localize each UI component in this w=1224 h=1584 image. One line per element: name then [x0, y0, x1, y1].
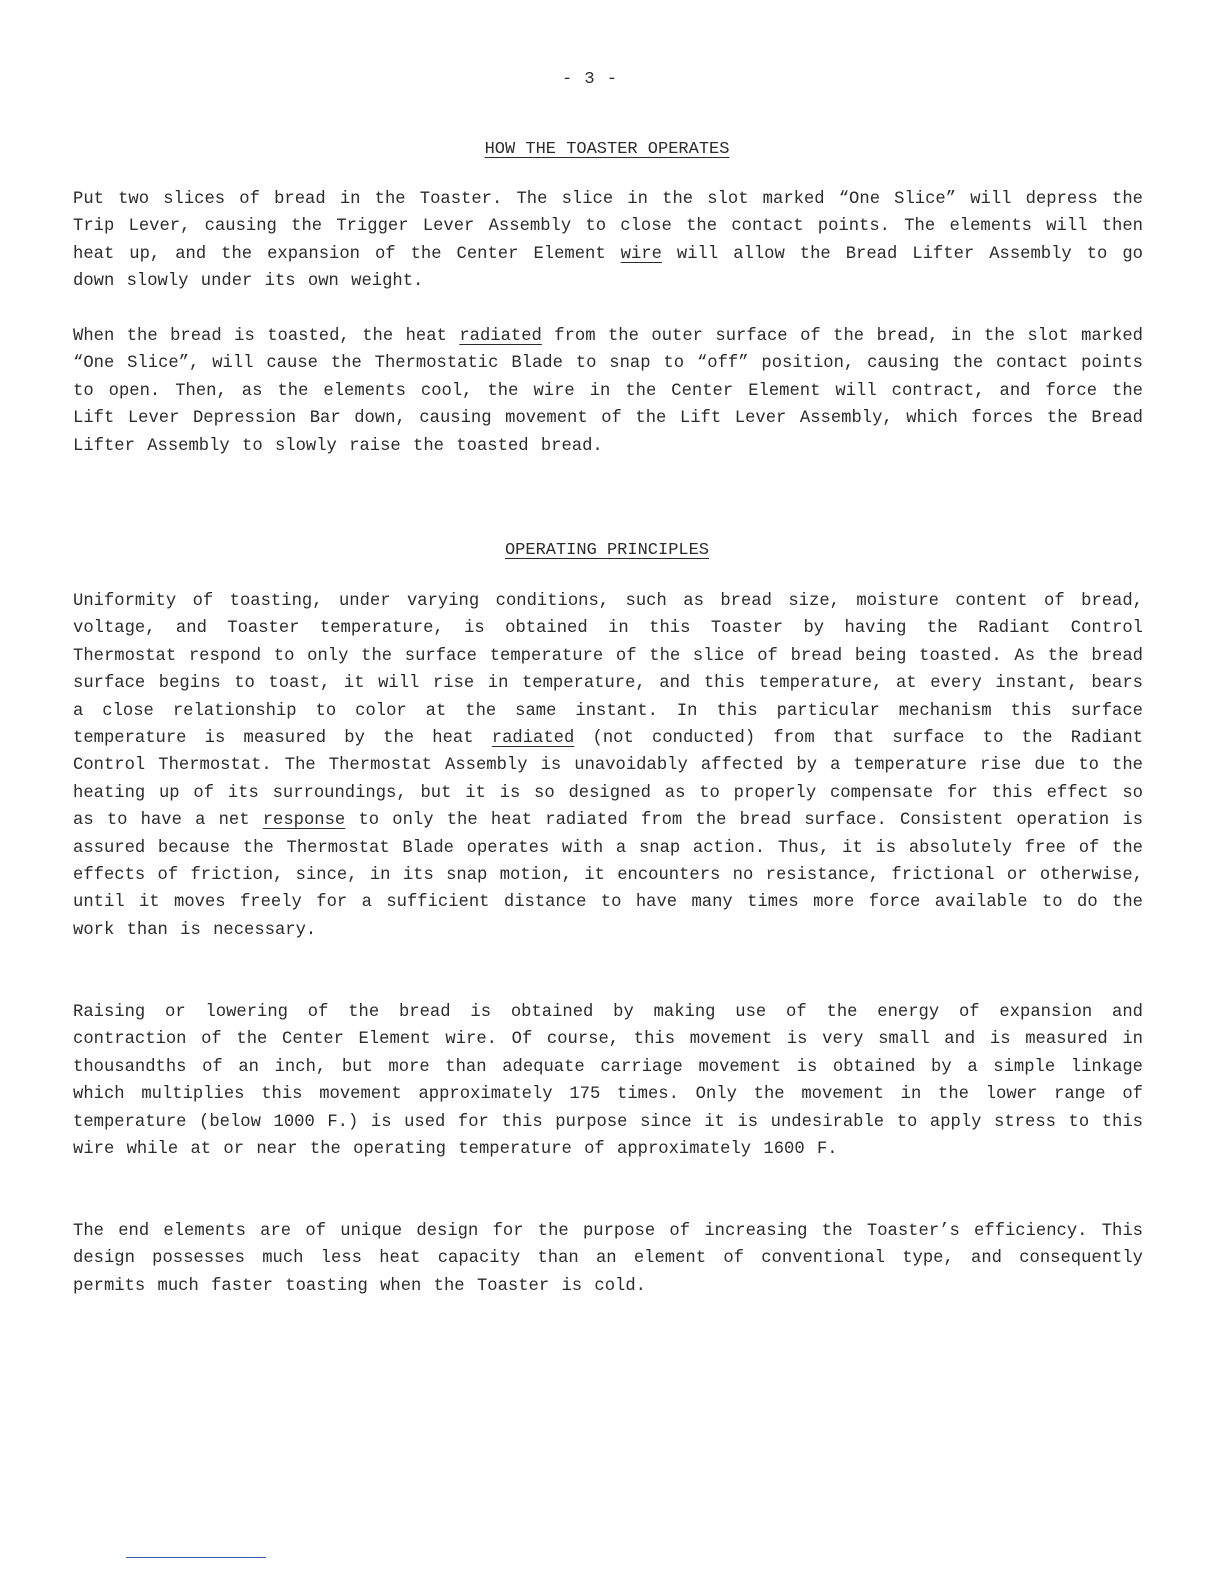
- page-number: - 3 -: [561, 70, 618, 89]
- paragraph-text: (not conducted) from that surface to the Radiant Control Thermostat. The Thermostat Assembly is unavoidably affected by a temperature rise due to the heating up of its surroundings, but it is so designed as to properly compensate for this effect so as to have a net: [73, 729, 1144, 831]
- section-heading-how-toaster-operates: [0, 140, 1214, 159]
- paragraph-text: will allow the Bread Lifter Assembly to go down slowly under its own weight.: [73, 244, 1143, 292]
- section-heading-operating-principles: [0, 541, 1214, 560]
- paragraph-text: to only the heat radiated from the bread surface. Consistent operation is assured because the Thermostat Blade operates with a snap action. Thus, it is absolutely free of the effects of friction, since, in its snap motion, it encounters no resistance, frictional or otherwise, until it moves freely for a sufficient distance to have many times more force available to do the work than is necessary.: [73, 811, 1144, 940]
- paragraph-text: Uniformity of toasting, under varying conditions, such as bread size, moisture content of bread, voltage, and Toaster temperature, is obtained in this Toaster by having the Radiant Control Thermostat respond to only the surface temperature of the slice of bread being toasted. As the bread surface begins to toast, it will rise in temperature, and this temperature, at every instant, bears a close relationship to color at the same instant. In this particular mechanism this surface temperature is measured by the heat: [73, 592, 1143, 749]
- paragraph-how-operates-1: [73, 186, 1143, 296]
- paragraph-text: When the bread is toasted, the heat: [73, 327, 460, 346]
- underlined-word-wire: wire: [620, 244, 662, 264]
- paragraph-text: Put two slices of bread in the Toaster. The slice in the slot marked “One Slice” will depress the Trip Lever, causing the Trigger Lever Assembly to close the contact points. The elements will then heat up, and the expansion of the Center Element: [73, 190, 1143, 264]
- paragraph-text: from the outer surface of the bread, in the slot marked “One Slice”, will cause the Thermostatic Blade to snap to “off” position, causing the contact points to open. Then, as the elements cool, the wire in the Center Element will contract, and force the Lift Lever Depression Bar down, causing movement of the Lift Lever Assembly, which forces the Bread Lifter Assembly to slowly raise the toasted bread.: [73, 327, 1143, 456]
- underlined-word-radiated: radiated: [459, 327, 542, 346]
- paragraph-how-operates-2: [73, 323, 1143, 460]
- underlined-word-response: response: [262, 811, 346, 831]
- heading-text: HOW THE TOASTER OPERATES: [484, 140, 730, 159]
- paragraph-principles-1: [73, 588, 1143, 944]
- paragraph-principles-3: The end elements are of unique design for the purpose of increasing the Toaster’s efficiency. This design possesses much less heat capacity than an element of conventional type, and consequently permits much faster toasting when the Toaster is cold.: [73, 1222, 1143, 1296]
- heading-text: OPERATING PRINCIPLES: [504, 541, 710, 560]
- underlined-word-radiated: radiated: [491, 729, 575, 749]
- footnote-rule: [126, 1557, 266, 1558]
- paragraph-principles-2: Raising or lowering of the bread is obtained by making use of the energy of expansion and contraction of the Center Element wire. Of course, this movement is very small and is measured in thousandths of an inch, but more than adequate carriage movement is obtained by a simple linkage which multiplies this movement approximately 175 times. Only the movement in the lower range of temperature (below 1000 F.) is used for this purpose since it is undesirable to apply stress to this wire while at or near the operating temperature of approximately 1600 F.: [73, 1003, 1143, 1160]
